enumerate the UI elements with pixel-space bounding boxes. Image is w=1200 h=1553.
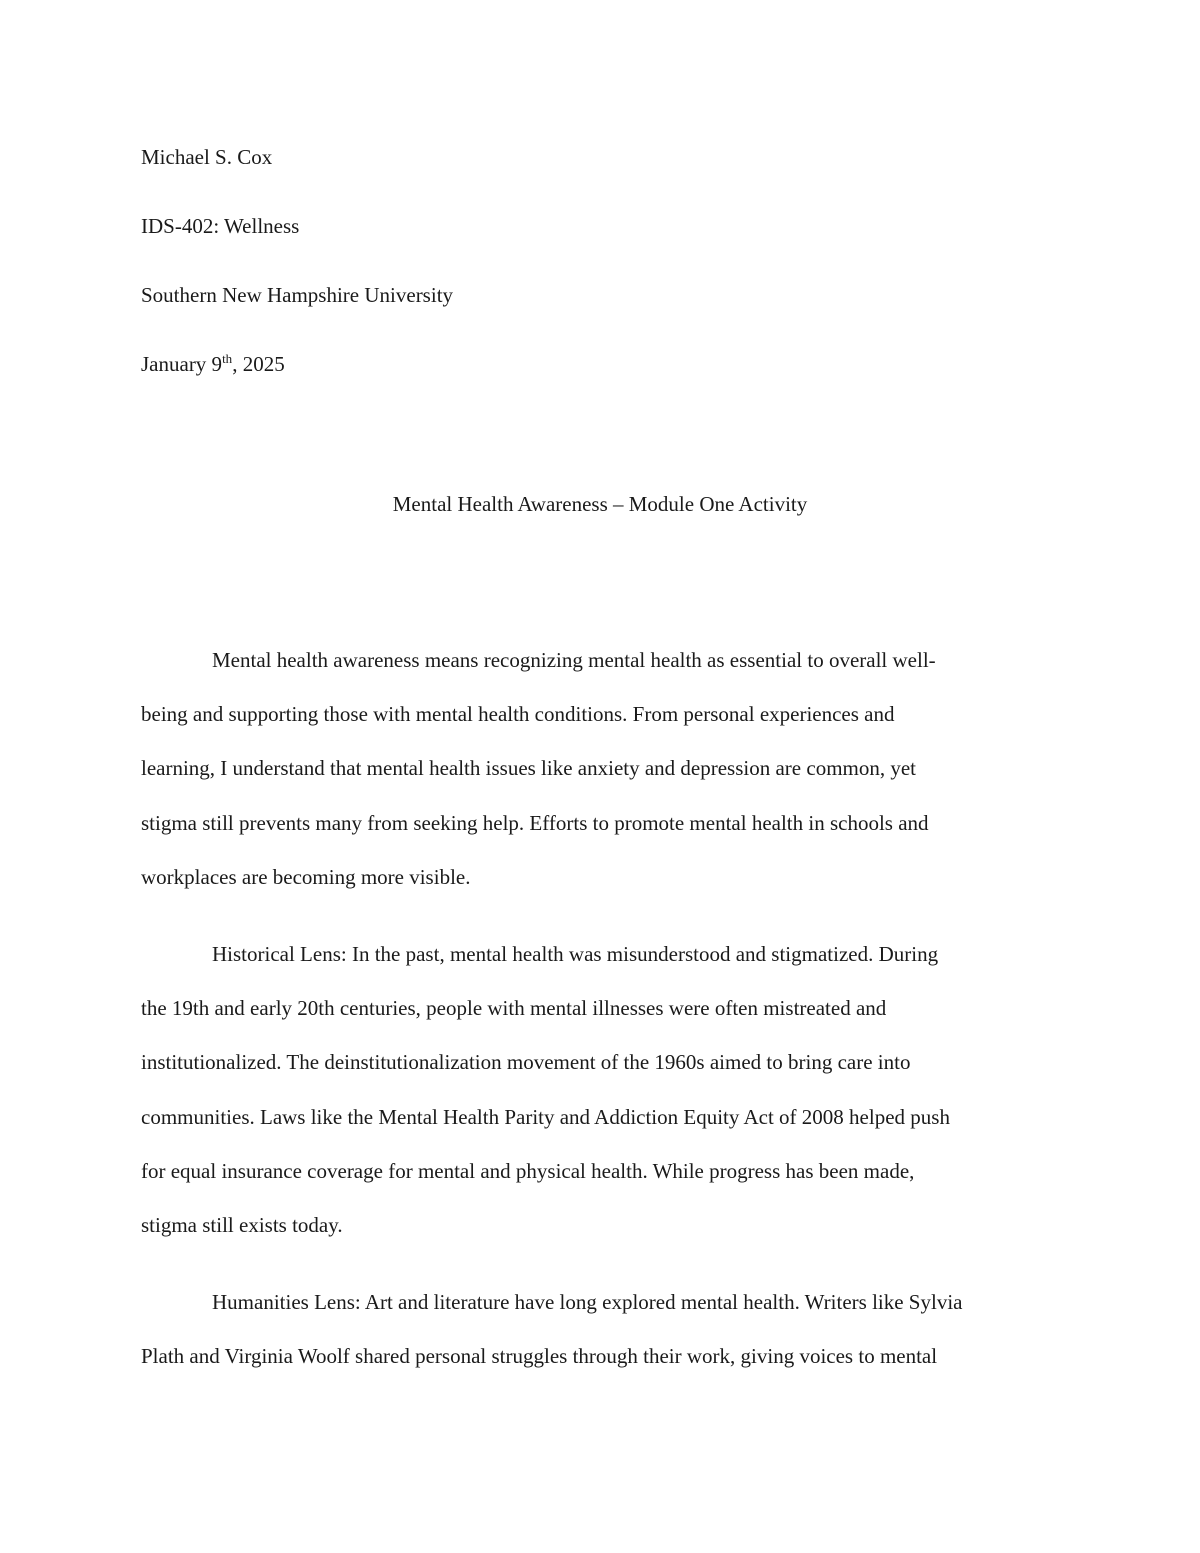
document-date bbox=[141, 347, 1041, 381]
date-ordinal-suffix: th bbox=[222, 351, 233, 366]
text-line: stigma still exists today. bbox=[141, 1213, 343, 1238]
text-line: Historical Lens: In the past, mental health was misunderstood and stigmatized. During bbox=[212, 942, 939, 967]
paragraph-humanities-lens bbox=[141, 1275, 1061, 1383]
text-line: institutionalized. The deinstitutionalization movement of the 1960s aimed to bring care into bbox=[141, 1050, 911, 1075]
text-line: Mental health awareness means recognizing mental health as essential to overall well- bbox=[212, 648, 936, 672]
text-line: stigma still prevents many from seeking help. Efforts to promote mental health in schools and bbox=[141, 810, 929, 835]
text-line: communities. Laws like the Mental Health Parity and Addiction Equity Act of 2008 helped push bbox=[141, 1104, 950, 1129]
text-line: Plath and Virginia Woolf shared personal struggles through their work, giving voices to mental bbox=[141, 1344, 938, 1369]
text-line: workplaces are becoming more visible. bbox=[141, 864, 471, 889]
text-line: the 19th and early 20th centuries, people with mental illnesses were often mistreated and bbox=[141, 996, 887, 1021]
document-title: Mental Health Awareness – Module One Activity bbox=[392, 492, 808, 516]
author-name: Michael S. Cox bbox=[141, 145, 273, 169]
date-month-day: January 9 bbox=[141, 352, 223, 376]
document-body bbox=[141, 633, 1061, 1407]
text-line: for equal insurance coverage for mental and physical health. While progress has been made, bbox=[141, 1158, 915, 1183]
text-line: Humanities Lens: Art and literature have long explored mental health. Writers like Sylvia bbox=[212, 1290, 963, 1315]
text-line: being and supporting those with mental health conditions. From personal experiences and bbox=[141, 702, 895, 727]
header-block bbox=[141, 140, 1041, 416]
date-year: , 2025 bbox=[232, 352, 285, 376]
institution-name: Southern New Hampshire University bbox=[141, 283, 454, 307]
text-line: learning, I understand that mental health issues like anxiety and depression are common, yet bbox=[141, 756, 917, 781]
paragraph-intro bbox=[141, 633, 1061, 904]
paragraph-historical-lens bbox=[141, 927, 1061, 1252]
course-name: IDS-402: Wellness bbox=[141, 214, 300, 238]
